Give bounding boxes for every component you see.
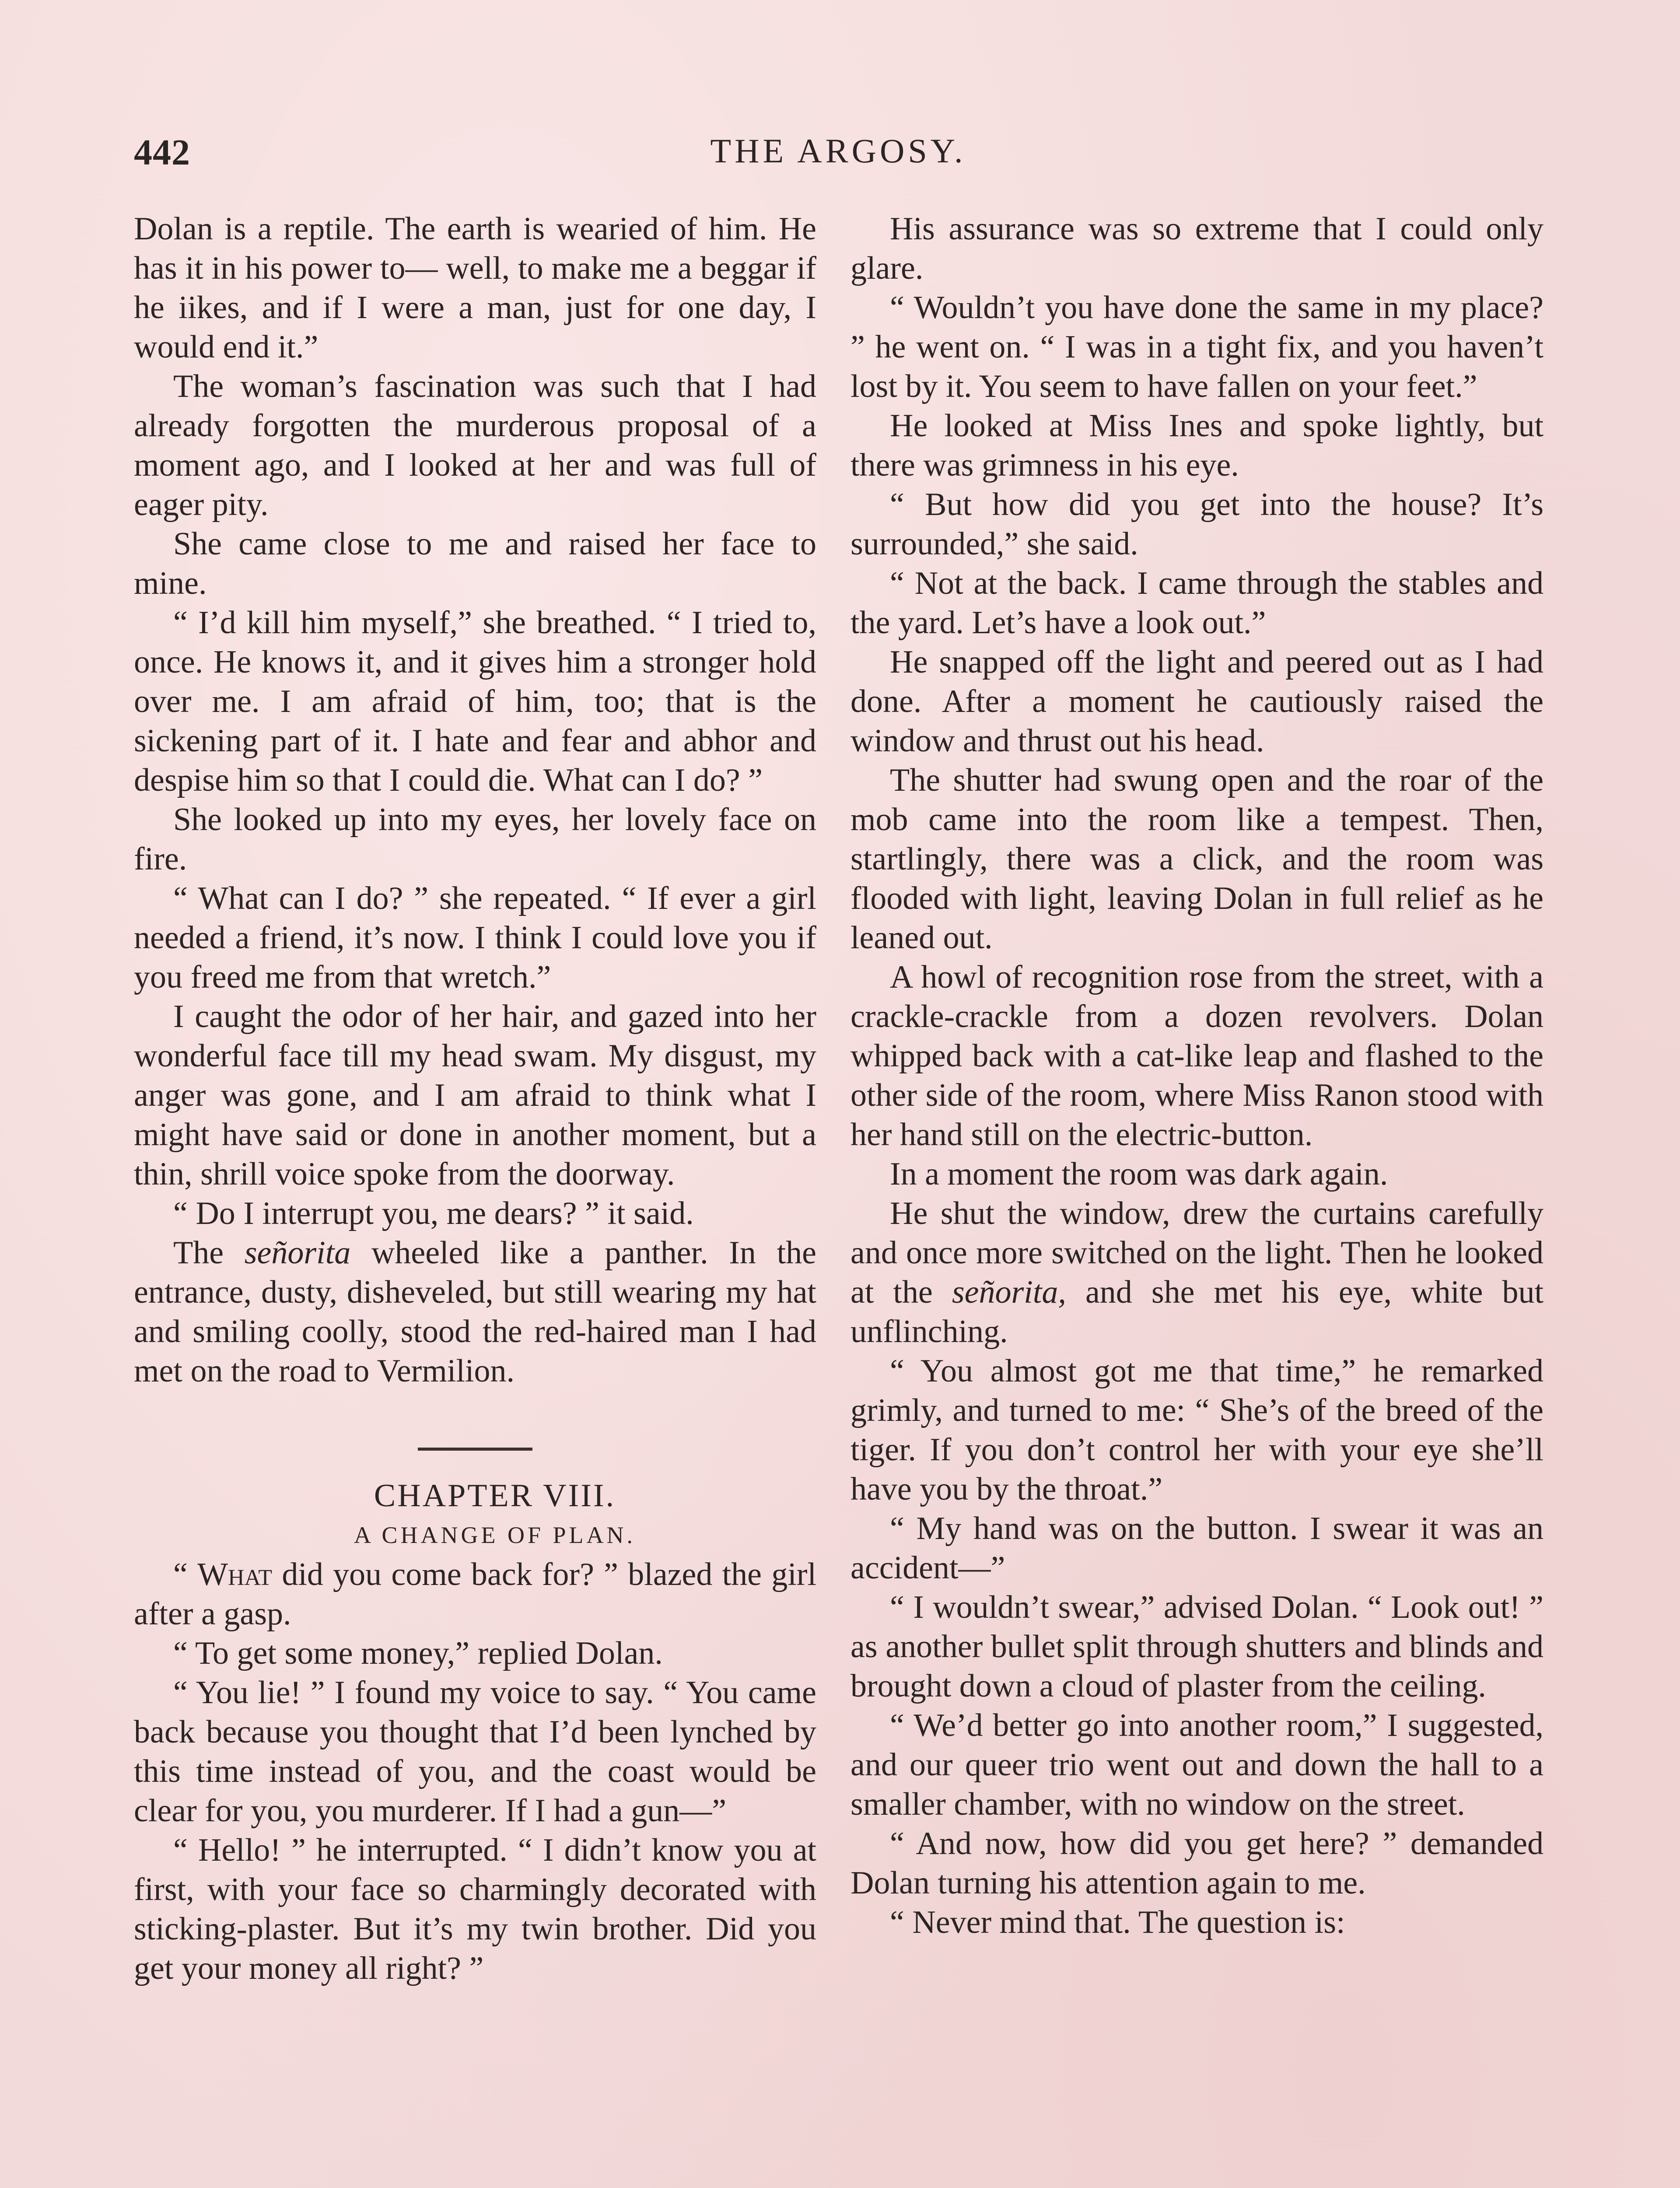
page-header — [134, 131, 1543, 179]
text-run: did you come back for? ” blazed the girl after a gasp. — [134, 1557, 816, 1632]
paragraph: “ Never mind that. The question is: — [890, 1904, 1345, 1940]
paragraph: “ I wouldn’t swear,” advised Dolan. “ Look out! ” as another bullet split through shutters and blinds and brought down a cloud of plaster from the ceiling. — [850, 1589, 1544, 1704]
running-head: THE ARGOSY. — [710, 132, 966, 170]
paragraph: “ But how did you get into the house? It’s surrounded,” she said. — [850, 487, 1544, 562]
paragraph: “ I’d kill him myself,” she breathed. “ I tried to, once. He knows it, and it gives him a stronger hold over me. I am afraid of him, too; that is the sickening part of it. I hate and fear and abhor and despise him so that I could die. What can I do? ” — [134, 605, 816, 798]
paragraph: “ And now, how did you get here? ” demanded Dolan turning his attention again to me. — [850, 1826, 1544, 1901]
paragraph: “ Not at the back. I came through the stables and the yard. Let’s have a look out.” — [850, 565, 1544, 641]
paragraph: She came close to me and raised her face to mine. — [134, 526, 816, 601]
paragraph — [134, 1233, 816, 1391]
paragraph: The shutter had swung open and the roar of the mob came into the room like a tempest. Then, startlingly, there was a click, and the room was flooded with light, leaving Dolan in full relief as he leaned out. — [850, 762, 1544, 956]
chapter-subtitle: A CHANGE OF PLAN. — [354, 1522, 636, 1548]
text-run: The — [173, 1235, 224, 1271]
text-run: wheeled like a panther. In the entrance, dusty, disheveled, but still wearing my hat and smiling coolly, stood the red-haired man I had met on the road to Vermilion. — [134, 1235, 816, 1389]
paragraph: He snapped off the light and peered out as I had done. After a moment he cautiously raised the window and thrust out his head. — [850, 644, 1544, 759]
paragraph: “ What can I do? ” she repeated. “ If ever a girl needed a friend, it’s now. I think I could love you if you freed me from that wretch.” — [134, 880, 816, 995]
chapter-heading: CHAPTER VIII. — [374, 1478, 616, 1514]
text-run: and she met his eye, white but unflinching. — [850, 1274, 1544, 1350]
paragraph: He looked at Miss Ines and spoke lightly, but there was grimness in his eye. — [850, 408, 1544, 483]
left-column — [134, 209, 816, 2188]
page-number: 442 — [134, 132, 190, 173]
text-run: “ — [173, 1557, 188, 1592]
paragraph: “ Wouldn’t you have done the same in my place? ” he went on. “ I was in a tight fix, and you haven’t lost by it. You seem to have fallen on your feet.” — [850, 290, 1544, 404]
paragraph: A howl of recognition rose from the street, with a crackle-crackle from a dozen revolvers. Dolan whipped back with a cat-like leap and flashed to the other side of the room, where Miss Ranon stood with her hand still on the electric-button. — [850, 959, 1544, 1153]
paragraph: “ My hand was on the button. I swear it was an accident—” — [850, 1511, 1544, 1586]
paragraph: I caught the odor of her hair, and gazed into her wonderful face till my head swam. My disgust, my anger was gone, and I am afraid to think what I might have said or done in another moment, but a thin, shrill voice spoke from the doorway. — [134, 999, 816, 1192]
small-caps-word: What — [197, 1557, 273, 1592]
paragraph: In a moment the room was dark again. — [890, 1156, 1388, 1192]
paragraph — [850, 1194, 1544, 1351]
paragraph: “ To get some money,” replied Dolan. — [173, 1635, 663, 1671]
paragraph: “ Do I interrupt you, me dears? ” it said. — [173, 1196, 694, 1231]
paragraph: “ We’d better go into another room,” I suggested, and our queer trio went out and down the hall to a smaller chamber, with no window on the street. — [850, 1708, 1544, 1822]
italic-word: señorita — [244, 1235, 351, 1271]
paragraph: The woman’s fascination was such that I had already forgotten the murderous proposal of a moment ago, and I looked at her and was full of eager pity. — [134, 368, 816, 522]
right-column — [850, 209, 1544, 2188]
paragraph: Dolan is a reptile. The earth is wearied of him. He has it in his power to— well, to make me a beggar if he iikes, and if I were a man, just for one day, I would end it.” — [134, 211, 816, 365]
text-run: He shut the window, drew the curtains carefully and once more switched on the light. Then he looked at the — [850, 1196, 1544, 1310]
paragraph — [134, 1555, 816, 1634]
italic-word: señorita, — [952, 1274, 1066, 1310]
paragraph: “ Hello! ” he interrupted. “ I didn’t know you at first, with your face so charmingly decorated with sticking-plaster. But it’s my twin brother. Did you get your money all right? ” — [134, 1832, 816, 1986]
paragraph: “ You almost got me that time,” he remarked grimly, and turned to me: “ She’s of the breed of the tiger. If you don’t control her with your eye she’ll have you by the throat.” — [850, 1353, 1544, 1507]
paragraph: She looked up into my eyes, her lovely face on fire. — [134, 802, 816, 877]
paragraph: His assurance was so extreme that I could only glare. — [850, 211, 1544, 286]
section-divider — [418, 1448, 532, 1451]
paragraph: “ You lie! ” I found my voice to say. “ You came back because you thought that I’d been lynched by this time instead of you, and the coast would be clear for you, you murderer. If I had a gun—” — [134, 1675, 816, 1829]
